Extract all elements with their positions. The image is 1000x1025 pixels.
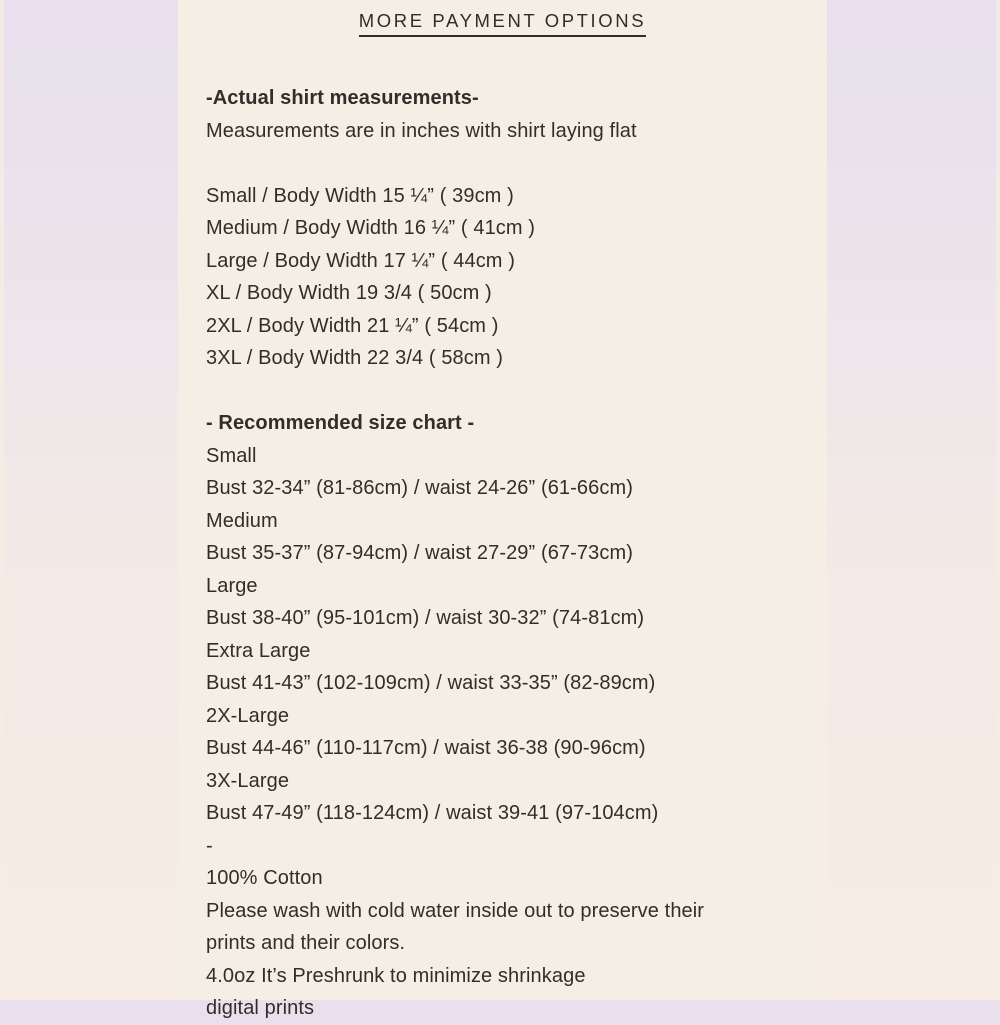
size-label-large: Large [206,574,258,597]
panel-header [178,10,827,37]
size-chart-heading: - Recommended size chart - [206,412,475,434]
cutoff-line-digital-prints: digital prints [206,997,315,1019]
size-detail-2x-large: Bust 44-46” (110-117cm) / waist 36-38 (90-96cm) [206,737,646,759]
size-detail-large: Bust 38-40” (95-101cm) / waist 30-32” (74-81cm) [206,607,645,629]
care-instructions-line-2: prints and their colors. [206,932,406,954]
size-detail-extra-large: Bust 41-43” (102-109cm) / waist 33-35” (82-89cm) [206,672,656,694]
measurement-3xl: 3XL / Body Width 22 3/4 ( 58cm ) [206,347,504,369]
divider-dash: - [206,834,213,857]
size-label-extra-large: Extra Large [206,639,311,662]
size-label-small: Small [206,444,257,467]
product-description-panel [178,0,827,1019]
measurements-heading: -Actual shirt measurements- [206,87,479,109]
size-detail-medium: Bust 35-37” (87-94cm) / waist 27-29” (67-73cm) [206,542,633,564]
spacer [206,375,799,408]
size-label-medium: Medium [206,509,278,532]
description-text [178,82,827,1025]
measurement-2xl: 2XL / Body Width 21 ¼” ( 54cm ) [206,314,499,337]
measurement-xl: XL / Body Width 19 3/4 ( 50cm ) [206,282,492,304]
size-label-3x-large: 3X-Large [206,769,290,792]
size-label-2x-large: 2X-Large [206,704,290,727]
fabric-info: 100% Cotton [206,867,323,889]
measurement-small: Small / Body Width 15 ¼” ( 39cm ) [206,184,514,207]
size-detail-3x-large: Bust 47-49” (118-124cm) / waist 39-41 (97-104cm) [206,802,659,824]
care-instructions-line-1: Please wash with cold water inside out to preserve their [206,899,705,922]
measurement-medium: Medium / Body Width 16 ¼” ( 41cm ) [206,217,536,239]
backdrop-left-edge [0,0,4,1000]
more-payment-options-link[interactable]: MORE PAYMENT OPTIONS [359,10,646,37]
preshrunk-info: 4.0oz It’s Preshrunk to minimize shrinkage [206,964,586,987]
measurement-large: Large / Body Width 17 ¼” ( 44cm ) [206,249,515,272]
size-detail-small: Bust 32-34” (81-86cm) / waist 24-26” (61-66cm) [206,477,633,499]
measurements-note: Measurements are in inches with shirt laying flat [206,119,637,142]
spacer [206,147,799,180]
backdrop-right-edge [996,0,1000,1000]
